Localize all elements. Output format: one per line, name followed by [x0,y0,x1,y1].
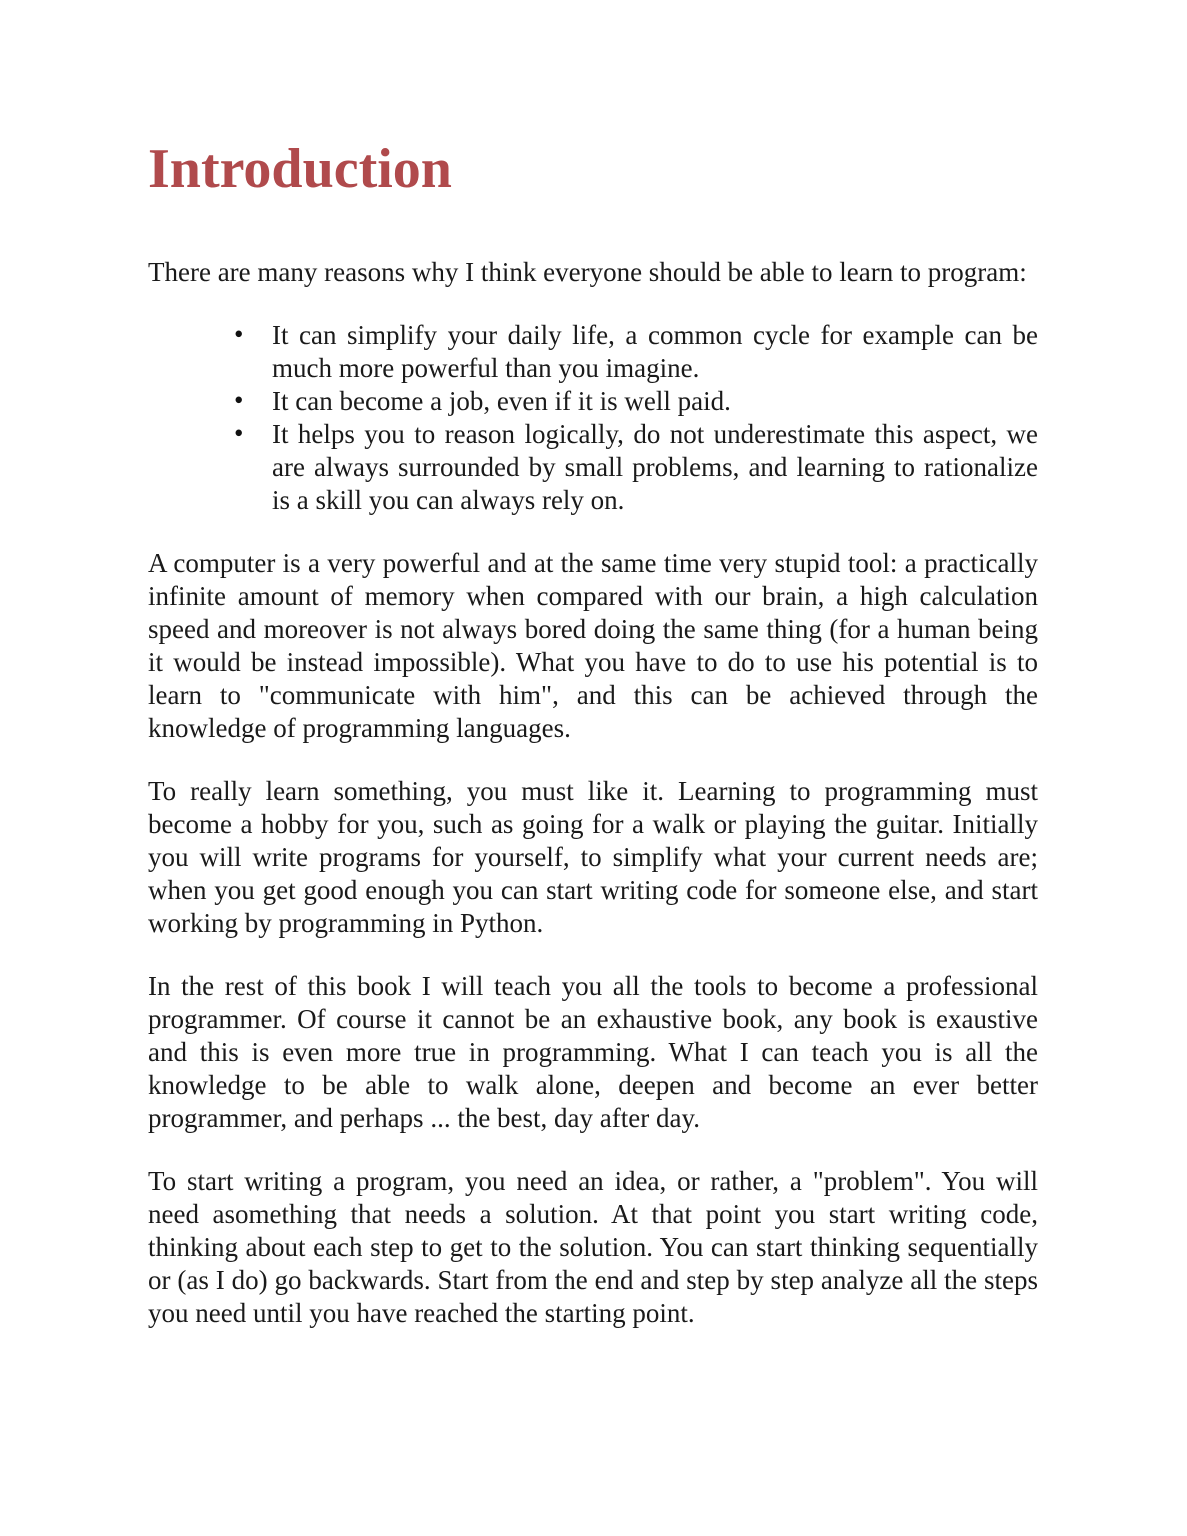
intro-paragraph: There are many reasons why I think everyone should be able to learn to program: [148,257,1027,287]
body-paragraph: To start writing a program, you need an idea, or rather, a "problem". You will need asomething that needs a solution. At that point you start writing code, thinking about each step to get to the solution. You can start thinking sequentially or (as I do) go backwards. Start from the end and step by step analyze all the steps you need until you have reached the starting point. [148,1166,1038,1328]
bullet-icon: • [234,385,244,415]
page-title: Introduction [148,138,452,200]
list-item [234,418,1038,517]
list-item-text: It helps you to reason logically, do not underestimate this aspect, we are always surrounded by small problems, and learning to rationalize is a skill you can always rely on. [272,419,1038,515]
list-item-text: It can become a job, even if it is well paid. [272,386,731,416]
body-paragraph: In the rest of this book I will teach you all the tools to become a professional programmer. Of course it cannot be an exhaustive book, any book is exaustive and this is even more true in programming. What I can teach you is all the knowledge to be able to walk alone, deepen and become an ever better programmer, and perhaps ... the best, day after day. [148,971,1038,1133]
body-paragraph: A computer is a very powerful and at the same time very stupid tool: a practically infinite amount of memory when compared with our brain, a high calculation speed and moreover is not always bored doing the same thing (for a human being it would be instead impossible). What you have to do to use his potential is to learn to "communicate with him", and this can be achieved through the knowledge of programming languages. [148,548,1038,743]
list-item [234,319,1038,385]
body-paragraph: To really learn something, you must like it. Learning to programming must become a hobby for you, such as going for a walk or playing the guitar. Initially you will write programs for yourself, to simplify what your current needs are; when you get good enough you can start writing code for someone else, and start working by programming in Python. [148,776,1038,938]
reasons-bullet-list [148,319,1038,517]
bullet-icon: • [234,418,244,448]
list-item [234,385,1038,418]
list-item-text: It can simplify your daily life, a common cycle for example can be much more powerful than you imagine. [272,320,1038,383]
bullet-icon: • [234,319,244,349]
